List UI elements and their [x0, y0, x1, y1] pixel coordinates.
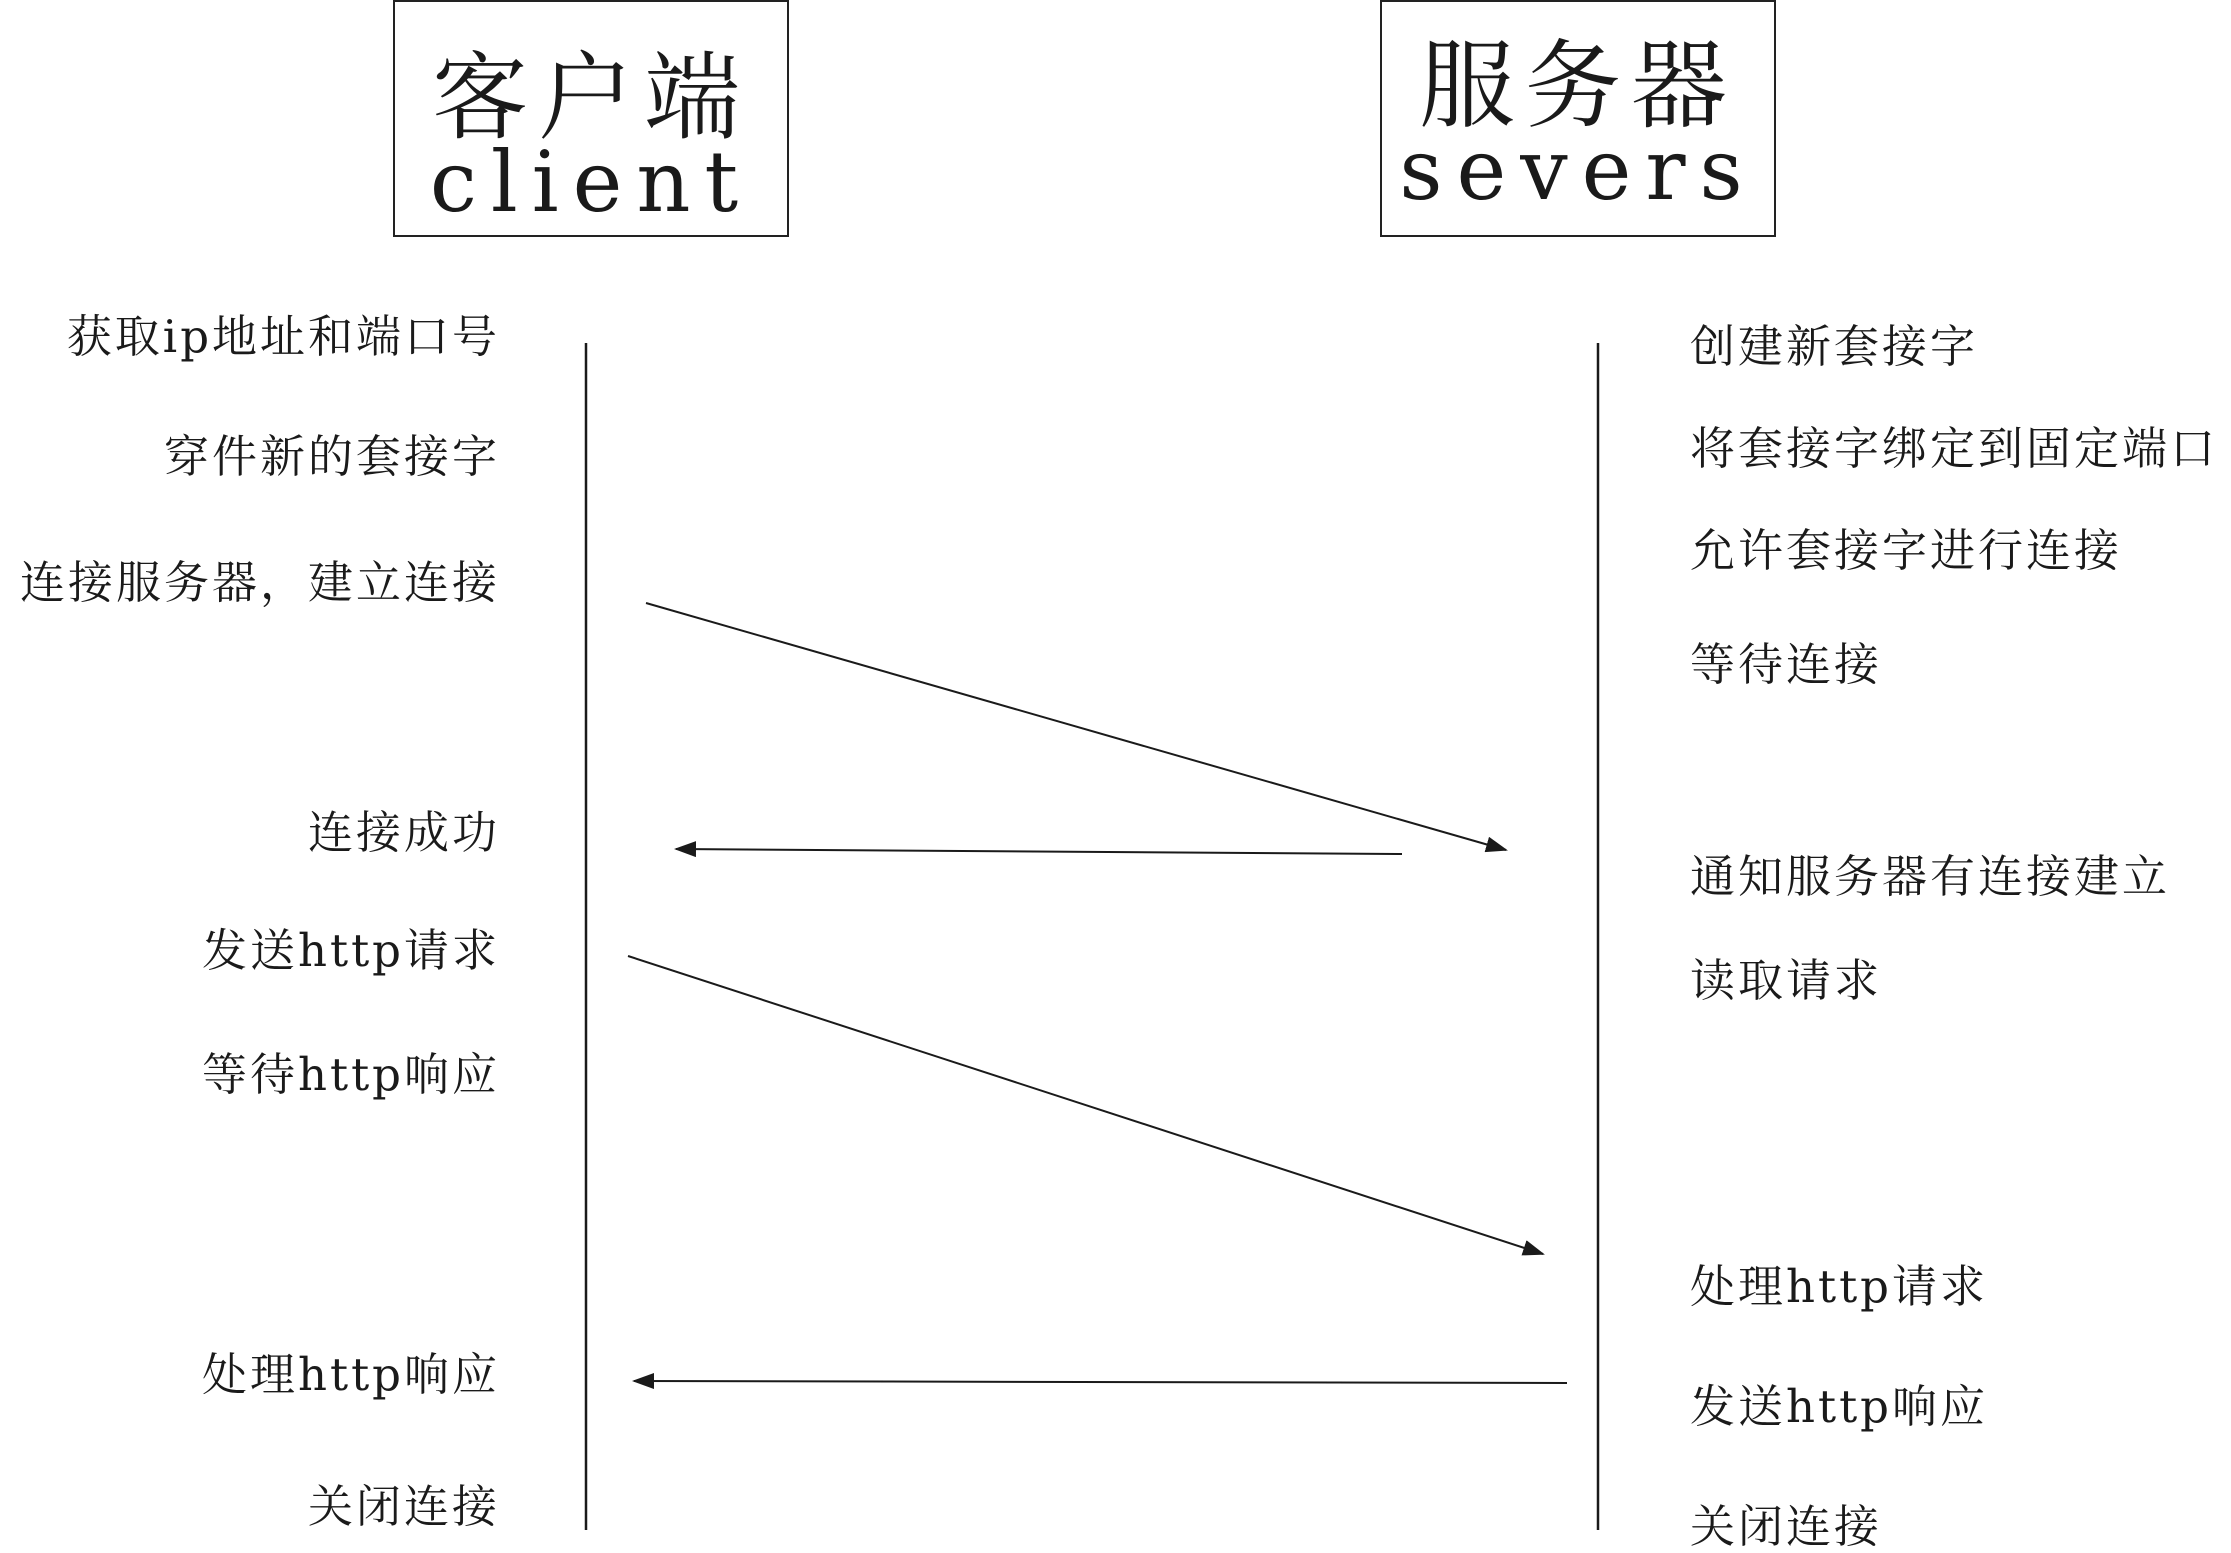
server-title-en: severs	[1399, 121, 1757, 219]
server-step: 通知服务器有连接建立	[1690, 850, 2171, 903]
client-title-cn: 客户端	[432, 42, 750, 154]
client-step: 连接成功	[307, 806, 500, 859]
server-step: 创建新套接字	[1690, 320, 1979, 373]
server-step: 等待连接	[1690, 638, 1883, 691]
client-step: 获取ip地址和端口号	[66, 310, 500, 363]
client-step: 发送http请求	[202, 924, 500, 977]
server-step: 允许套接字进行连接	[1690, 524, 2123, 577]
server-title-cn: 服务器	[1419, 30, 1737, 142]
server-step: 读取请求	[1690, 954, 1883, 1007]
http-response-arrow	[634, 1381, 1567, 1383]
client-step: 穿件新的套接字	[163, 430, 500, 483]
server-step: 发送http响应	[1690, 1380, 1988, 1433]
connect-request-arrow	[646, 603, 1506, 850]
http-request-arrow	[628, 956, 1543, 1254]
client-step: 处理http响应	[202, 1348, 500, 1401]
client-step: 等待http响应	[202, 1048, 500, 1101]
client-step: 连接服务器，建立连接	[19, 556, 500, 609]
server-step: 处理http请求	[1690, 1260, 1988, 1313]
server-step: 将套接字绑定到固定端口	[1690, 422, 2219, 475]
server-step: 关闭连接	[1690, 1500, 1883, 1553]
client-title-en: client	[429, 133, 753, 231]
connect-success-arrow	[676, 849, 1402, 854]
client-step: 关闭连接	[307, 1480, 500, 1533]
